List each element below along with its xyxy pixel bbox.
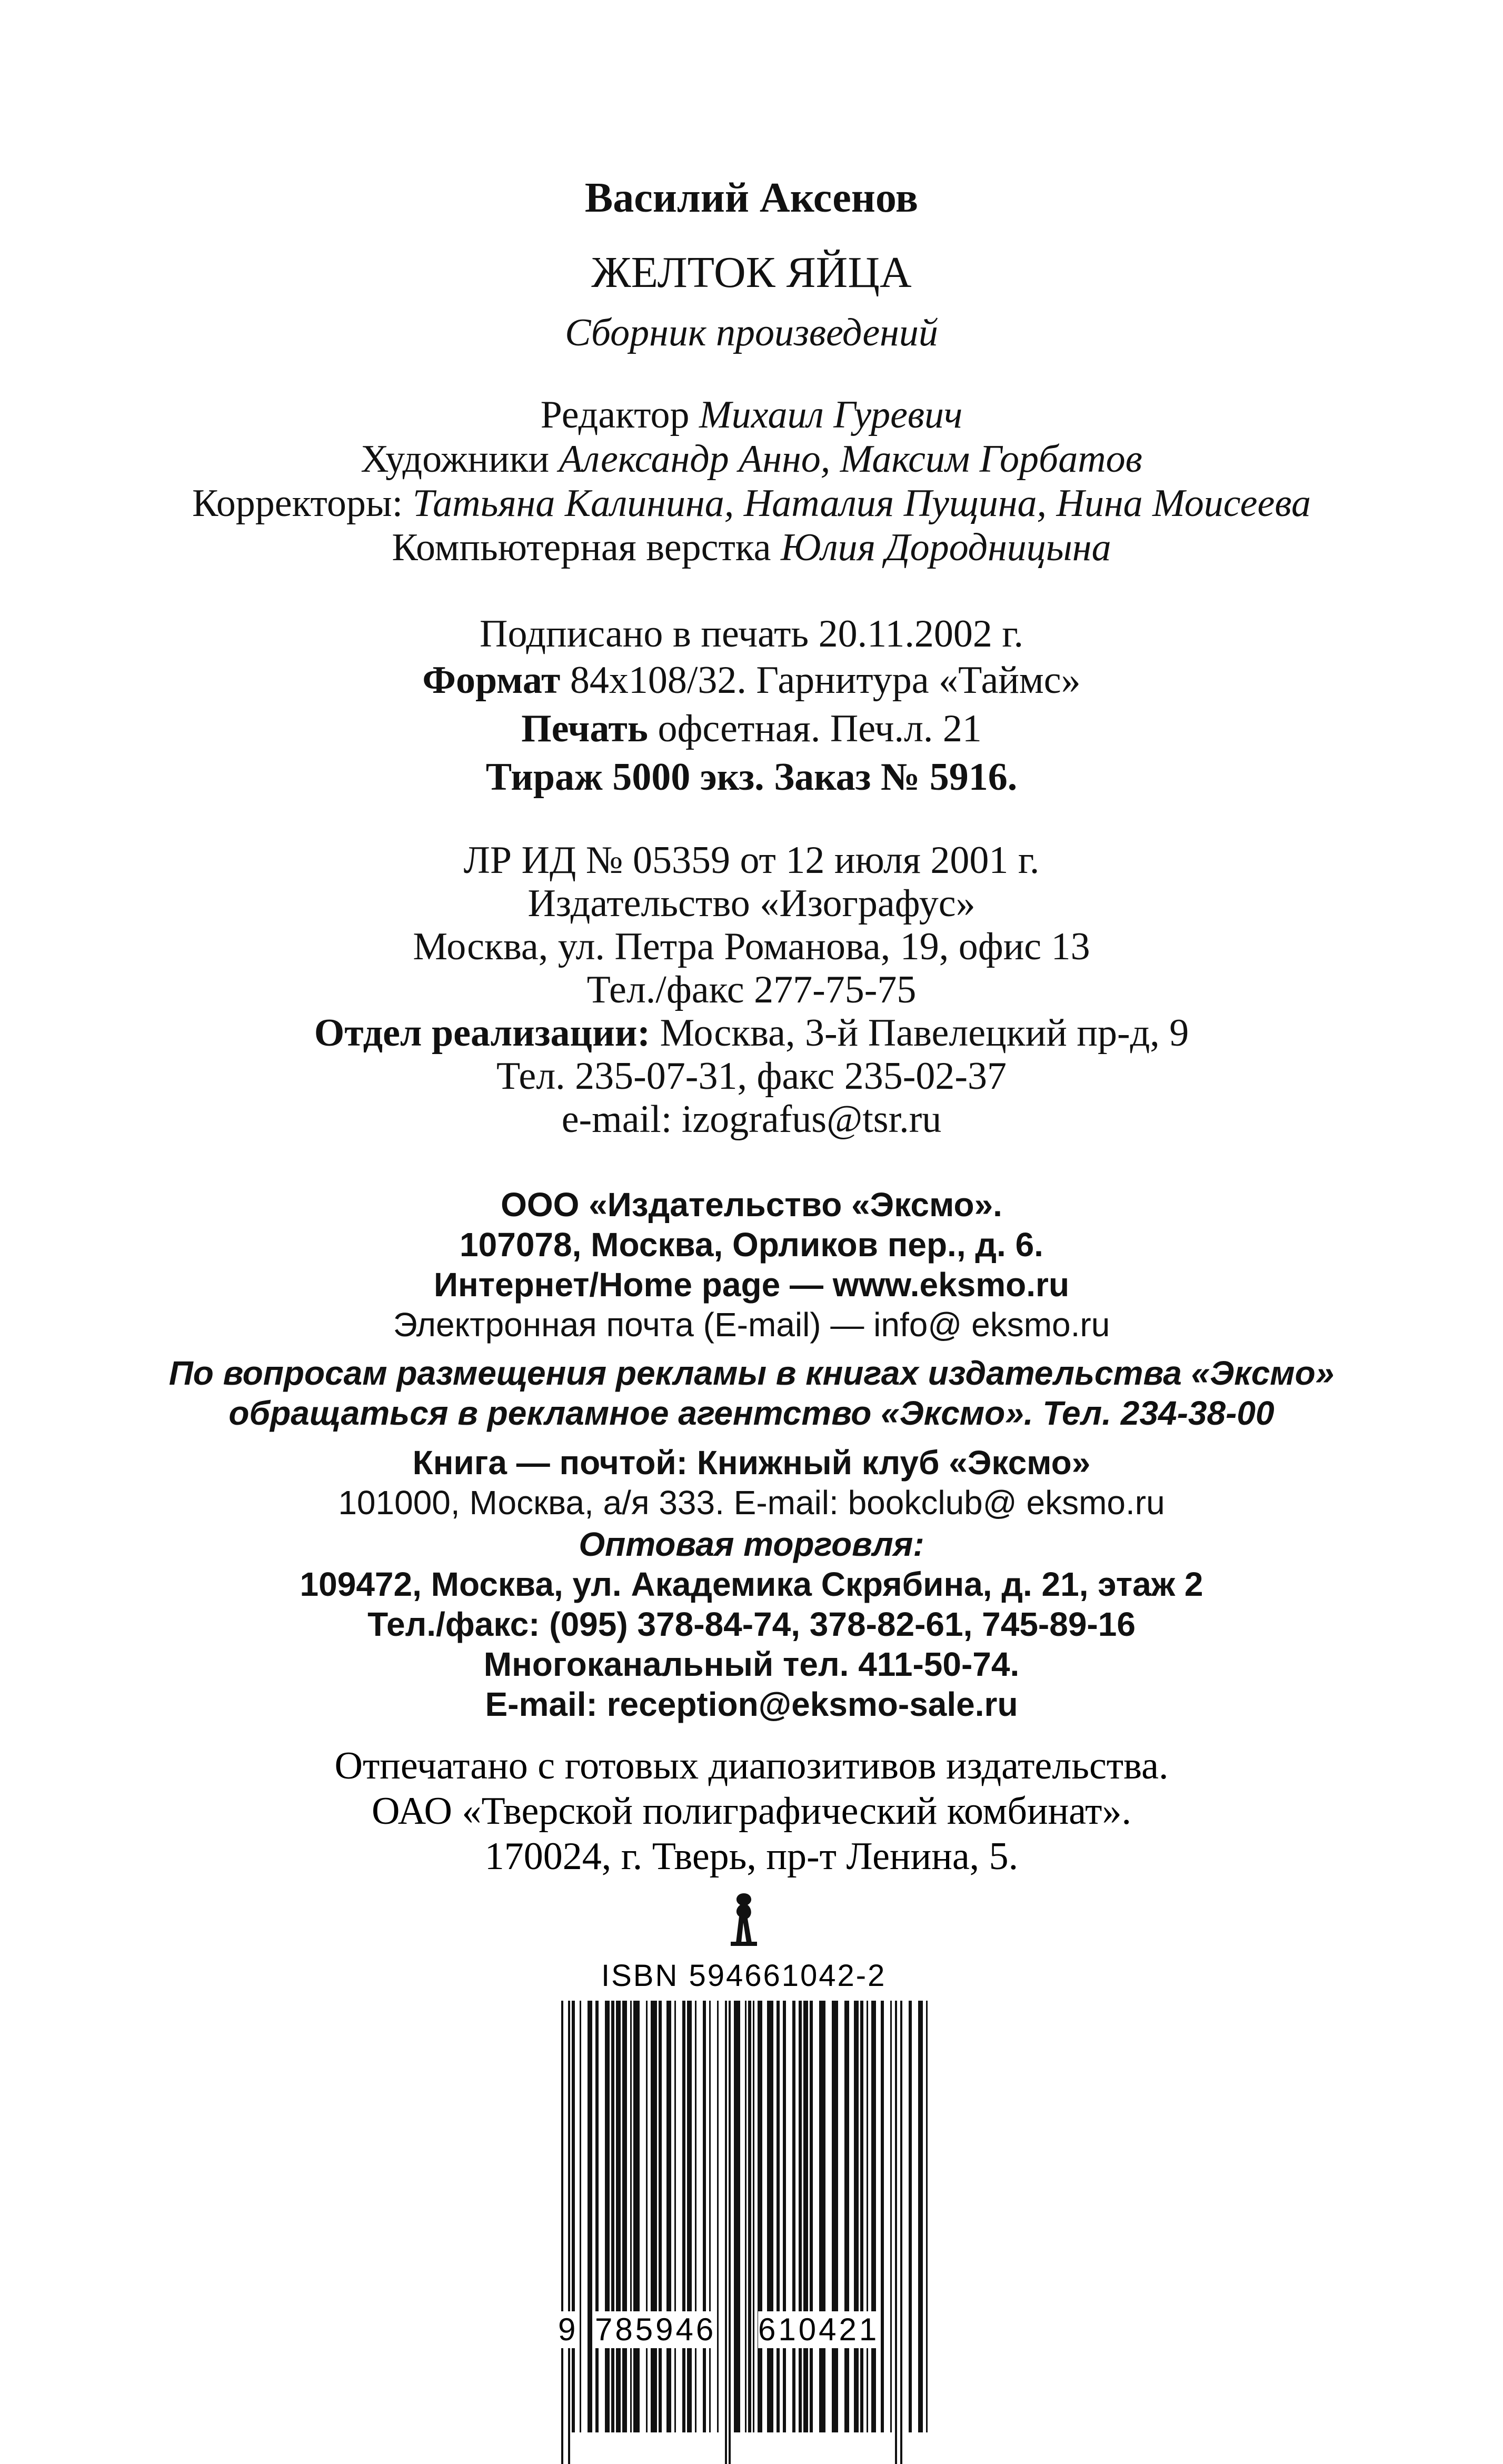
proofreaders-line <box>0 480 1503 526</box>
barcode-bar <box>890 2001 892 2432</box>
barcode-bar <box>767 2001 773 2432</box>
barcode-bar <box>753 2001 754 2432</box>
print-value: офсетная. Печ.л. 21 <box>658 707 982 750</box>
author-name: Василий Аксенов <box>584 175 919 221</box>
barcode-bar <box>572 2001 575 2432</box>
barcode-icon <box>558 2001 929 2464</box>
book-subtitle: Сборник произведений <box>565 311 938 354</box>
barcode-bar <box>854 2001 859 2432</box>
barcode-bar <box>633 2001 640 2432</box>
barcode-bar <box>792 2001 795 2432</box>
barcode-bar <box>717 2001 719 2432</box>
barcode-bar <box>674 2001 676 2432</box>
barcode-bar <box>926 2001 928 2432</box>
barcode-bar <box>895 2001 897 2464</box>
barcode-bar <box>783 2001 786 2432</box>
barcode-bar <box>616 2001 621 2432</box>
barcode-bar <box>651 2001 657 2432</box>
barcode-bar <box>867 2001 868 2432</box>
wholesale-email: E-mail: reception@eksmo-sale.ru <box>485 1685 1018 1723</box>
print-run: Тираж 5000 экз. Заказ № 5916. <box>485 756 1018 799</box>
publisher-phone: Тел./факс 277-75-75 <box>586 968 917 1011</box>
wholesale-address: 109472, Москва, ул. Академика Скрябина, д. 21, этаж 2 <box>300 1565 1203 1603</box>
barcode-bar <box>819 2001 825 2432</box>
barcode-bar <box>734 2001 740 2432</box>
barcode-bar <box>832 2001 838 2432</box>
barcode-bar <box>687 2001 692 2432</box>
editor-line <box>0 392 1503 438</box>
barcode-bar <box>622 2001 627 2432</box>
proofreaders-label: Корректоры: <box>192 482 403 525</box>
barcode-bar <box>777 2001 780 2432</box>
book-title: ЖЕЛТОК ЯЙЦА <box>591 248 912 297</box>
printer-line-3: 170024, г. Тверь, пр-т Ленина, 5. <box>484 1835 1019 1878</box>
proofreaders-names: Татьяна Калинина, Наталия Пущина, Нина Моисеева <box>412 482 1311 525</box>
barcode-first-digit: 9 <box>558 2312 579 2347</box>
sales-label: Отдел реализации: <box>314 1011 651 1055</box>
barcode-bar <box>588 2001 592 2432</box>
barcode-bar <box>703 2001 706 2432</box>
barcode-bar <box>605 2001 610 2432</box>
barcode-digits <box>558 2311 929 2348</box>
isbn-number: ISBN 594661042-2 <box>601 1959 887 1993</box>
print-line <box>0 706 1503 752</box>
wholesale-phone: Тел./факс: (095) 378-84-74, 378-82-61, 745-89-16 <box>367 1605 1136 1643</box>
barcode-bar <box>900 2001 902 2464</box>
barcode-bar <box>881 2001 884 2432</box>
artists-names: Александр Анно, Максим Горбатов <box>559 438 1142 481</box>
wholesale-label: Оптовая торговля: <box>579 1525 924 1563</box>
format-line <box>0 657 1503 703</box>
barcode-bar <box>595 2001 599 2432</box>
publisher-email: e-mail: izografus@tsr.ru <box>561 1098 942 1141</box>
publisher-name: Издательство «Изографус» <box>527 882 976 925</box>
barcode-bar <box>844 2001 849 2432</box>
barcode-bar <box>568 2001 570 2464</box>
layout-line <box>0 524 1503 571</box>
barcode-bar <box>748 2001 751 2432</box>
barcode-bar <box>799 2001 802 2432</box>
eksmo-web: Интернет/Home page — www.eksmo.ru <box>433 1266 1070 1304</box>
format-value: 84x108/32. Гарнитура «Таймс» <box>570 659 1081 702</box>
ads-line-1: По вопросам размещения рекламы в книгах издательства «Эксмо» <box>168 1354 1335 1392</box>
layout-label: Компьютерная верстка <box>392 526 771 569</box>
publisher-address: Москва, ул. Петра Романова, 19, офис 13 <box>413 925 1090 968</box>
barcode-bar <box>758 2001 762 2432</box>
barcode-bar <box>729 2001 731 2464</box>
signed-date: Подписано в печать 20.11.2002 г. <box>480 612 1023 655</box>
wholesale-multiline-phone: Многоканальный тел. 411-50-74. <box>483 1645 1020 1683</box>
barcode-bar <box>561 2001 563 2464</box>
eksmo-company: ООО «Издательство «Эксмо». <box>501 1186 1002 1224</box>
barcode-bar <box>666 2001 671 2432</box>
barcode-bar <box>580 2001 581 2432</box>
printer-line-2: ОАО «Тверской полиграфический комбинат». <box>372 1790 1131 1833</box>
editor-name: Михаил Гуревич <box>699 393 963 436</box>
eksmo-email: Электронная почта (E-mail) — info@ eksmo.ru <box>393 1306 1110 1344</box>
barcode-right-group: 610421 <box>758 2312 880 2347</box>
layout-name: Юлия Дородницына <box>781 526 1111 569</box>
sales-address: Москва, 3-й Павелецкий пр-д, 9 <box>660 1011 1189 1055</box>
barcode-bar <box>659 2001 662 2432</box>
sales-phone: Тел. 235-07-31, факс 235-02-37 <box>496 1055 1007 1098</box>
publisher-logo-icon <box>720 1890 768 1948</box>
barcode-left-group: 785946 <box>595 2312 716 2347</box>
barcode-bar <box>918 2001 923 2432</box>
mail-order: Книга — почтой: Книжный клуб «Эксмо» <box>412 1444 1091 1482</box>
ads-line-2: обращаться в рекламное агентство «Эксмо». Тел. 234-38-00 <box>228 1394 1275 1432</box>
printer-line-1: Отпечатано с готовых диапозитивов издательства. <box>334 1744 1169 1787</box>
artists-label: Художники <box>361 438 550 481</box>
format-label: Формат <box>422 659 561 702</box>
mail-order-address: 101000, Москва, а/я 333. E-mail: bookclub@ eksmo.ru <box>338 1484 1165 1522</box>
artists-line <box>0 436 1503 482</box>
print-label: Печать <box>521 707 648 750</box>
barcode-bar <box>860 2001 863 2432</box>
barcode-bar <box>709 2001 711 2432</box>
eksmo-address: 107078, Москва, Орликов пер., д. 6. <box>460 1226 1043 1264</box>
sales-line <box>0 1010 1503 1056</box>
barcode-bar <box>803 2001 808 2432</box>
license-line: ЛР ИД № 05359 от 12 июля 2001 г. <box>463 839 1040 882</box>
barcode-bar <box>682 2001 685 2432</box>
barcode-bar <box>810 2001 813 2432</box>
barcode-bar <box>646 2001 648 2432</box>
barcode-bar <box>745 2001 746 2432</box>
barcode-bar <box>871 2001 876 2432</box>
barcode-bar <box>909 2001 912 2432</box>
editor-label: Редактор <box>540 393 690 436</box>
barcode-bar <box>695 2001 696 2432</box>
barcode-bar <box>630 2001 632 2432</box>
barcode-bar <box>725 2001 727 2464</box>
barcode-bar <box>611 2001 614 2432</box>
